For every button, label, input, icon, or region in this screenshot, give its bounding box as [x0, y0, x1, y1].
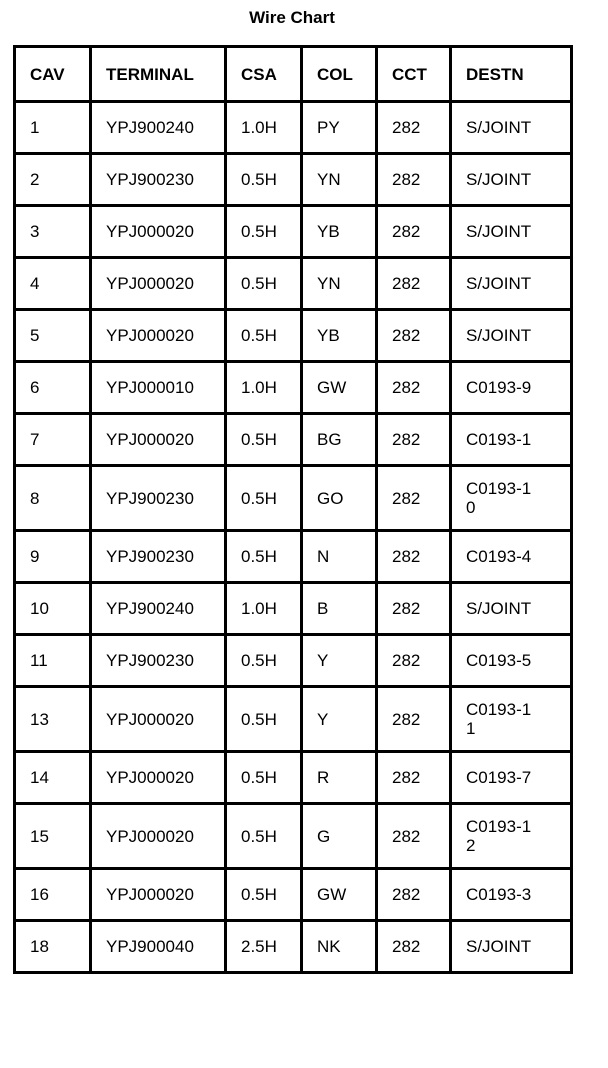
table-row: [15, 921, 572, 973]
cell-cav: 15: [15, 804, 91, 869]
cell-terminal: YPJ900240: [91, 583, 226, 635]
cell-destn: S/JOINT: [451, 921, 572, 973]
cell-col: GW: [302, 362, 377, 414]
cell-terminal: YPJ900240: [91, 102, 226, 154]
cell-terminal: YPJ900230: [91, 466, 226, 531]
cell-terminal: YPJ000020: [91, 310, 226, 362]
cell-destn: S/JOINT: [451, 154, 572, 206]
cell-csa: 0.5H: [226, 206, 302, 258]
cell-cct: 282: [377, 414, 451, 466]
cell-csa: 0.5H: [226, 154, 302, 206]
table-row: [15, 531, 572, 583]
wire-chart-table: [13, 45, 573, 974]
cell-cav: 14: [15, 752, 91, 804]
cell-col: N: [302, 531, 377, 583]
cell-cct: 282: [377, 687, 451, 752]
cell-csa: 0.5H: [226, 466, 302, 531]
cell-terminal: YPJ900230: [91, 154, 226, 206]
cell-terminal: YPJ000020: [91, 804, 226, 869]
cell-col: B: [302, 583, 377, 635]
cell-cct: 282: [377, 531, 451, 583]
cell-destn: S/JOINT: [451, 206, 572, 258]
cell-destn: C0193-11: [451, 687, 572, 752]
table-row: [15, 583, 572, 635]
column-header-terminal: TERMINAL: [91, 47, 226, 102]
cell-terminal: YPJ000020: [91, 687, 226, 752]
cell-cct: 282: [377, 583, 451, 635]
table-row: [15, 154, 572, 206]
table-row: [15, 414, 572, 466]
cell-csa: 0.5H: [226, 310, 302, 362]
cell-cct: 282: [377, 752, 451, 804]
column-header-destn: DESTN: [451, 47, 572, 102]
cell-cav: 16: [15, 869, 91, 921]
cell-col: YN: [302, 258, 377, 310]
cell-col: R: [302, 752, 377, 804]
table-row: [15, 310, 572, 362]
cell-terminal: YPJ000010: [91, 362, 226, 414]
cell-destn: C0193-5: [451, 635, 572, 687]
cell-destn: C0193-7: [451, 752, 572, 804]
cell-col: YB: [302, 206, 377, 258]
header-row: [15, 47, 572, 102]
cell-destn: C0193-12: [451, 804, 572, 869]
cell-col: YB: [302, 310, 377, 362]
table-row: [15, 804, 572, 869]
cell-terminal: YPJ000020: [91, 258, 226, 310]
cell-destn: S/JOINT: [451, 583, 572, 635]
cell-terminal: YPJ000020: [91, 869, 226, 921]
cell-cav: 6: [15, 362, 91, 414]
cell-cct: 282: [377, 466, 451, 531]
cell-csa: 2.5H: [226, 921, 302, 973]
cell-col: Y: [302, 635, 377, 687]
cell-destn: C0193-3: [451, 869, 572, 921]
cell-csa: 0.5H: [226, 258, 302, 310]
page-title: Wire Chart: [249, 8, 335, 27]
table-row: [15, 102, 572, 154]
cell-destn: S/JOINT: [451, 310, 572, 362]
cell-destn: C0193-1: [451, 414, 572, 466]
cell-col: GW: [302, 869, 377, 921]
cell-cct: 282: [377, 102, 451, 154]
cell-terminal: YPJ000020: [91, 752, 226, 804]
cell-col: Y: [302, 687, 377, 752]
cell-cav: 2: [15, 154, 91, 206]
cell-col: PY: [302, 102, 377, 154]
cell-csa: 0.5H: [226, 531, 302, 583]
cell-cav: 13: [15, 687, 91, 752]
cell-csa: 0.5H: [226, 414, 302, 466]
cell-col: NK: [302, 921, 377, 973]
cell-cct: 282: [377, 206, 451, 258]
cell-col: G: [302, 804, 377, 869]
table-row: [15, 362, 572, 414]
table-row: [15, 752, 572, 804]
column-header-csa: CSA: [226, 47, 302, 102]
cell-cct: 282: [377, 362, 451, 414]
cell-cct: 282: [377, 154, 451, 206]
column-header-cav: CAV: [15, 47, 91, 102]
cell-destn: C0193-10: [451, 466, 572, 531]
table-row: [15, 687, 572, 752]
cell-destn: C0193-9: [451, 362, 572, 414]
cell-cav: 3: [15, 206, 91, 258]
cell-csa: 1.0H: [226, 583, 302, 635]
cell-csa: 0.5H: [226, 752, 302, 804]
cell-csa: 0.5H: [226, 635, 302, 687]
column-header-cct: CCT: [377, 47, 451, 102]
cell-csa: 1.0H: [226, 102, 302, 154]
cell-cav: 7: [15, 414, 91, 466]
cell-terminal: YPJ900040: [91, 921, 226, 973]
cell-cct: 282: [377, 635, 451, 687]
cell-col: YN: [302, 154, 377, 206]
table-body: [15, 102, 572, 973]
cell-cct: 282: [377, 804, 451, 869]
cell-cct: 282: [377, 310, 451, 362]
cell-destn: C0193-4: [451, 531, 572, 583]
cell-cav: 5: [15, 310, 91, 362]
table-row: [15, 635, 572, 687]
cell-col: BG: [302, 414, 377, 466]
column-header-col: COL: [302, 47, 377, 102]
cell-cav: 10: [15, 583, 91, 635]
cell-destn: S/JOINT: [451, 258, 572, 310]
table-row: [15, 258, 572, 310]
cell-cct: 282: [377, 258, 451, 310]
cell-cav: 18: [15, 921, 91, 973]
cell-terminal: YPJ000020: [91, 414, 226, 466]
table-row: [15, 869, 572, 921]
cell-cct: 282: [377, 869, 451, 921]
table-row: [15, 466, 572, 531]
cell-terminal: YPJ000020: [91, 206, 226, 258]
cell-terminal: YPJ900230: [91, 531, 226, 583]
cell-cav: 1: [15, 102, 91, 154]
cell-cav: 9: [15, 531, 91, 583]
cell-csa: 0.5H: [226, 687, 302, 752]
cell-cct: 282: [377, 921, 451, 973]
cell-col: GO: [302, 466, 377, 531]
cell-csa: 0.5H: [226, 869, 302, 921]
cell-destn: S/JOINT: [451, 102, 572, 154]
cell-csa: 1.0H: [226, 362, 302, 414]
cell-csa: 0.5H: [226, 804, 302, 869]
cell-cav: 8: [15, 466, 91, 531]
table-row: [15, 206, 572, 258]
cell-cav: 11: [15, 635, 91, 687]
cell-cav: 4: [15, 258, 91, 310]
cell-terminal: YPJ900230: [91, 635, 226, 687]
